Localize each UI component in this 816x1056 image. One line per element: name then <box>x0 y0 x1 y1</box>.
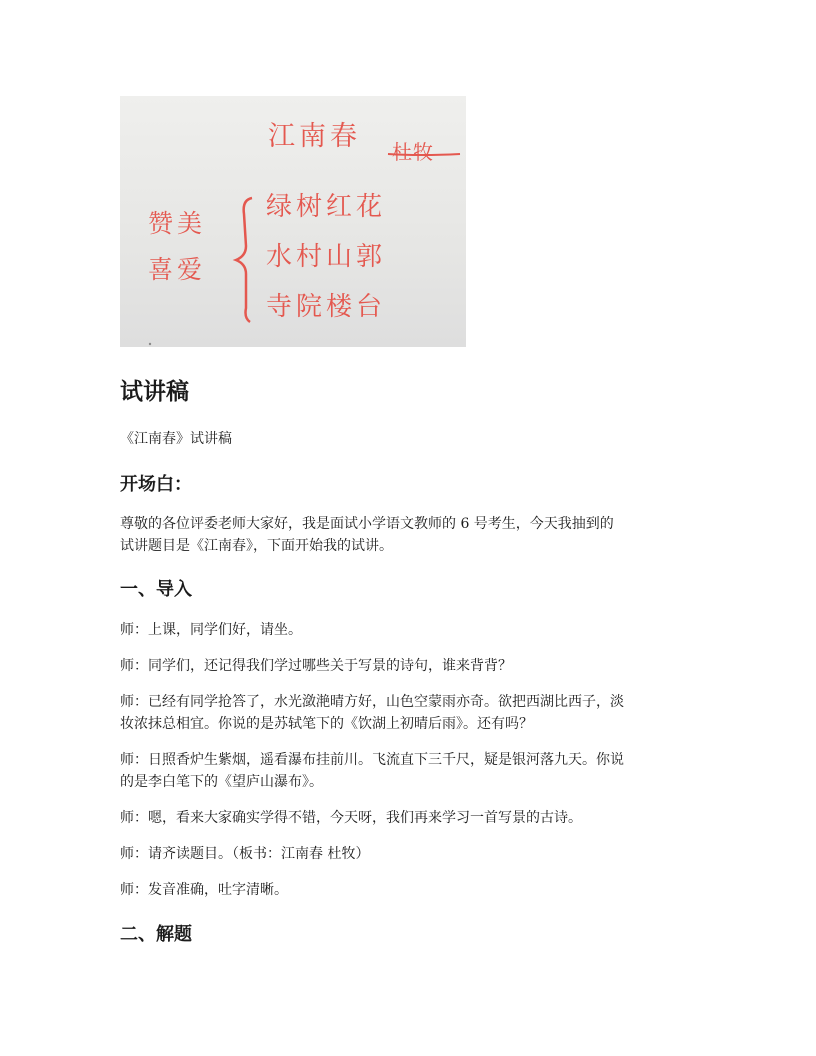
curly-brace <box>236 198 252 322</box>
board-right-line-1: 绿树红花 <box>266 192 387 222</box>
board-right-line-3: 寺院楼台 <box>266 292 387 322</box>
document-title: 试讲稿 <box>120 379 189 405</box>
intro-paragraph-7: 师：发音准确，吐字清晰。 <box>120 882 288 898</box>
document-subtitle: 《江南春》试讲稿 <box>120 431 232 447</box>
opening-line-1: 尊敬的各位评委老师大家好，我是面试小学语文教师的 6 号考生，今天我抽到的 <box>120 516 614 532</box>
opening-line-2: 试讲题目是《江南春》，下面开始我的试讲。 <box>120 538 393 554</box>
blackboard-photo <box>120 96 466 347</box>
board-right-line-2: 水村山郭 <box>266 242 387 272</box>
intro-paragraph-2: 师：同学们，还记得我们学过哪些关于写景的诗句，谁来背背？ <box>120 658 512 674</box>
intro-paragraph-5: 师：嗯，看来大家确实学得不错，今天呀，我们再来学习一首写景的古诗。 <box>120 810 582 826</box>
board-title: 江南春 <box>268 121 361 152</box>
photo-speck <box>149 343 151 345</box>
intro-paragraph-6: 师：请齐读题目。（板书：江南春 杜牧） <box>120 846 370 862</box>
board-left-word-2: 喜爱 <box>148 255 207 284</box>
intro-paragraph-3-line-1: 师：已经有同学抢答了，水光潋滟晴方好，山色空蒙雨亦奇。欲把西湖比西子，淡 <box>120 694 624 710</box>
section-heading-explain: 二、解题 <box>120 924 192 945</box>
intro-paragraph-3-line-2: 妆浓抹总相宜。你说的是苏轼笔下的《饮湖上初晴后雨》。还有吗？ <box>120 716 533 732</box>
intro-paragraph-1: 师：上课，同学们好，请坐。 <box>120 622 302 638</box>
intro-paragraph-4-line-2: 的是李白笔下的《望庐山瀑布》。 <box>120 774 323 790</box>
section-heading-opening: 开场白： <box>120 474 192 495</box>
board-author: 杜牧 <box>392 140 434 164</box>
section-heading-intro: 一、导入 <box>120 579 192 600</box>
board-left-word-1: 赞美 <box>148 209 207 238</box>
intro-paragraph-4-line-1: 师：日照香炉生紫烟，遥看瀑布挂前川。飞流直下三千尺，疑是银河落九天。你说 <box>120 752 624 768</box>
